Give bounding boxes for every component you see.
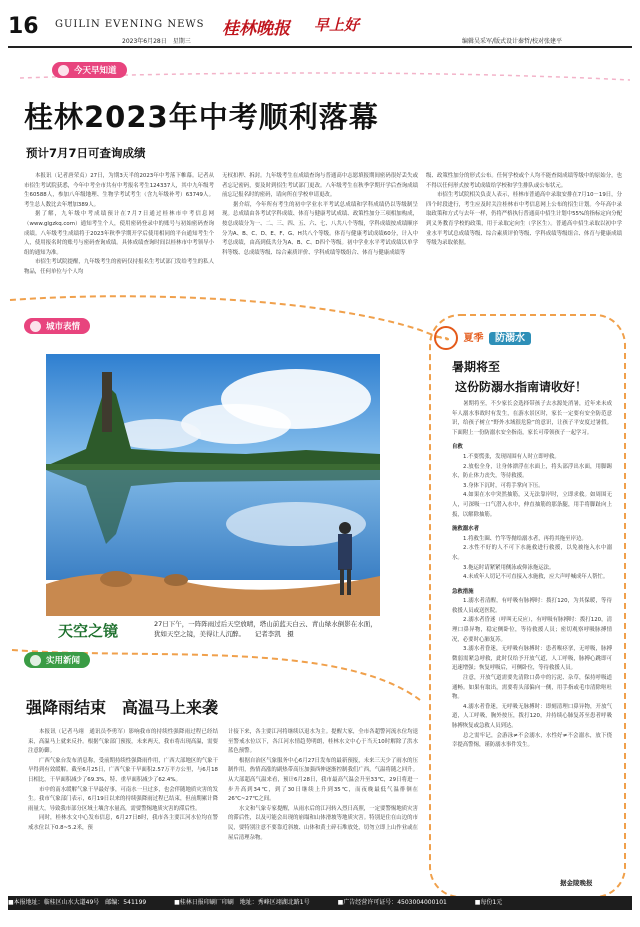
- paragraph: 广西气象台发布消息称，受前期持续性强降雨作用，广西大部地区的气象干旱得到有效缓解。截至6月25日，广西气象干旱面积2.57万平方公里，与6月18日相比，干旱面积减少了69.3%，特、重旱面积减少了62.4%。: [28, 757, 218, 783]
- paragraph: 级、政策性加分的形式公布。任何学校或个人均不能查阅成绩等级中的原始分，也不得以任何形式按考试成绩给学校和学生排队或公布状元。: [426, 173, 622, 189]
- paragraph: 据了解，九年级中考成绩预计在7月7日通过桂林市中考信息网（www.glgzkq.com）通知考生个人，使用密码登录中的账号与初始密码查询成绩。八年级考生成绩将于2023年秋季学期开学后使用相同的平台通知考生个人，使用报名时的账号与密码查询成绩。具体成绩查询时间以桂林市中考领导小组的通知为准。: [24, 211, 214, 256]
- paragraph: 同时，桂林水文中心发布信息，6月27日8时，我市各主要江河水位均在警戒水位以下0.8~5.2米，预: [28, 815, 218, 831]
- list-item: 3.溺水者昏迷，无呼吸有脉搏时：患者喉痉挛，无呼吸，脉搏微弱需紧急呼救，此时仅给予开放气道，人工呼吸，脉搏心跳即可迅速增强；恢复呼吸后，可侧卧位，等待救援人员。: [452, 646, 612, 672]
- list-item: 4.如果在水中突然抽筋，又无法靠岸时，立即求救。如周围无人，可深吸一口气潜入水中，伸直抽筋的那条腿，用手将脚趾向上扳，以解除抽筋。: [452, 492, 612, 518]
- page-number: 16: [8, 14, 39, 39]
- paper-logo: 桂林晚报: [222, 19, 290, 39]
- lake-reflection-image: [46, 354, 380, 616]
- paragraph: 根据自治区气象服务中心6月27日发布的最新预报，未来三天少了雨水的压制作用，热情高涨的副热带高压加强西伸逐渐控制我们广西，气温将随之回升。从大部超高气温来看，预计6月28日，我市最高气温会升至33℃，29日将进一步升高到34℃，到了30日继续上升到35℃，而夜晚最低气温徘徊在26℃~27℃之间。: [228, 757, 418, 803]
- article2-col2: [228, 728, 418, 894]
- paragraph: 市招生考试院相关负责人表示，桂林市普通高中录取安排在7月10－19日，分四个时段进行，考生应及时关注桂林市中考信息网上公布的招生计划。今年高中录取政策和方式与去年一样，仍将严格执行普通高中招生计划中55%的指标定向分配到义务教育学校的政策，用于录取定向生（学区生）。普通高中招生录取以初中学业水平考试总成绩等级、综合素质评价等级、学科成绩等级组合、体育与健康成绩等级为录取依据。: [426, 192, 622, 247]
- tag-city-label: 城市表情: [46, 322, 81, 332]
- section-rescue: 施救溺水者: [452, 526, 479, 533]
- drowning-badge-label: 防溺水: [489, 332, 531, 345]
- list-item: 1.溺水者清醒，有呼吸有脉搏时：拨打120，为其保暖，等待救援人员或送医院。: [452, 598, 612, 614]
- list-item: 2.放松全身，让身体漂浮在水面上，将头部浮出水面，用脚踢水，防止体力丧失，等待救援。: [452, 463, 612, 480]
- list-item: 注意，开放气道需要先清除口鼻中的污泥、杂草，保持呼吸道通畅。如果有取出，需要将头部偏向一侧，用手指或毛巾清除呕吐物。: [452, 675, 612, 701]
- page-footer: [8, 896, 632, 910]
- article1-col3: [426, 172, 622, 307]
- paragraph: 暑期将至，不少家长会选择带孩子去水源处消暑，近年来未成年人溺水事故时有发生，在游水景区时，家长一定要有安全防范意识，给孩子树立“野外水域很危险”的意识，让孩子平安度过暑假。下面附上一份防溺水安全指南，家长可带领孩子一起学习。: [452, 401, 612, 436]
- subheadline: 预计7月7日可查询成绩: [26, 146, 146, 160]
- summer-sun-icon: [434, 326, 458, 350]
- editor-credits: 编辑吴采军/版式设计秦哲/校对张建平: [462, 38, 563, 45]
- paragraph: 计接下来，各主要江河将继续以退水为主。提醒大家，全市各超警河流水位均退至警戒水位以下，各江河水情趋势明朗，桂林水文中心于当天10时解除了洪水蓝色预警。: [228, 729, 418, 755]
- tag-practical-label: 实用新闻: [46, 656, 81, 666]
- issue-date: 2023年6月28日 星期三: [122, 38, 191, 45]
- paragraph: 市招生考试院提醒，九年级考生的密码仅持报名生考试部门发给考生的私人物品，任何单位与个人均: [24, 259, 214, 275]
- list-item: 3.身体下沉时，可将手掌向下压。: [463, 482, 544, 489]
- photo-caption: 27日下午，一阵阵雨过后天空放晴，塔山前蓝天白云、青山绿水倒影在水面，犹如天空之镜，美得让人沉醉。 记者李凯 摄: [154, 620, 377, 638]
- list-item: 1.不要慌张，发现周围有人时立即呼救。: [463, 453, 560, 460]
- headline: 桂林2023年中考顺利落幕: [24, 100, 379, 134]
- footer-license: ■广告经营许可证号：4503004000101: [337, 899, 447, 906]
- list-item: 3.拖运时请紧紧用侧泳或仰泳拖运法。: [463, 564, 555, 571]
- article1-col2: [222, 172, 418, 307]
- article2-col1: [28, 728, 218, 894]
- paragraph: 本报讯（记者马翊 通讯员李勇军）影响我市的持续性强降雨过程已经结束，高温马上就来反扑。根据气象部门预报，未来两天，我市将出现高温，需要注意防御。: [28, 729, 218, 755]
- tag-dot-icon: [30, 321, 41, 332]
- section-emergency: 急救措施: [452, 588, 474, 595]
- list-item: 2.水性不好的人不可下水施救进行救援，以免被拖入水中溺水。: [452, 545, 612, 561]
- footer-price: ■每份1元: [474, 899, 503, 906]
- summer-box-body: [452, 400, 612, 872]
- photo-title: 天空之镜: [58, 622, 119, 640]
- footer-address: ■本报地址：临桂区山水大道49号 邮编：541199: [8, 899, 147, 906]
- page-header: [0, 0, 640, 46]
- paragraph: 无权扣押、拆封。九年级考生在成绩查询与普通高中志愿填报期间密码很好丢失或者忘记密码，要及时到招生考试部门更改。八年级考生在秋季学期开学后查询成绩前忘记报名时的密码，请向所在学校申请更改。: [222, 173, 418, 199]
- tag-city: [24, 318, 90, 334]
- tag-practical-news: [24, 652, 90, 668]
- tag-today: [52, 62, 127, 78]
- summer-badge-label: 夏季: [463, 333, 484, 344]
- paragraph: 市中的南水缓解气象干旱最好事，可南水一旦过多，也会伴随地质灾害的发生。我市气象部门表示，6月19日以来的持续强降雨过程已结束，但前期累计降雨量大，导致我市部分区域土壤含水量高，需要警惕地质灾害的滞后性。: [28, 786, 218, 812]
- box-title-line1: 暑期将至: [452, 360, 501, 374]
- landscape-photo: [46, 354, 380, 616]
- list-item: 总之需牢记，会游泳≠不会溺水，水性好≠不会溺水，放下侥幸提高警惕，谨防溺水事件发生。: [452, 732, 612, 749]
- list-item: 4.溺水者昏迷，无呼吸无脉搏时：即刻清理口鼻异物，开放气道，人工呼吸，胸外按压，拨打120，并持续心肺复苏至患者呼吸脉搏恢复或急救人员到达。: [452, 703, 612, 729]
- tag-dot-icon: [58, 65, 69, 76]
- box-source: 据金陵晚报: [560, 879, 593, 887]
- list-item: 2.溺水者昏迷（呼叫无反应），有呼吸有脉搏时：拨打120，清理口鼻异物，稳定侧卧位，等待救援人员；密切观察呼吸脉搏情况，必要时心肺复苏。: [452, 617, 612, 643]
- paragraph: 本报讯（记者唐荣贞）27日，为期3天半的2023年中考落下帷幕。记者从市招生考试院获悉，今年中考全市共有中考报名考生124337人，其中九年级考生60588人，参加八年级地理、生物学考试考生（含九年级补考）63749人。考生总人数比去年增加389人。: [24, 173, 214, 208]
- list-item: 4.未成年人切记不可直接入水施救，应大声呼喊成年人帮忙。: [463, 574, 609, 581]
- paragraph: 水文和气象专家提醒，从雨水后的江河转入烈日高照，一定要警惕地质灾害的滞后性，以及可能会出现的崩塌和山体滑坡等地质灾害。特别是住在山边的市民，要特别注意不要靠近斜坡、山体和黄土碎石堆放处，切勿立即上山作业或在屋后清理杂物。: [228, 805, 418, 841]
- article2-headline: 强降雨结束 高温马上来袭: [26, 698, 219, 717]
- list-item: 1.将救生圈、竹竿等抛给溺水者，再将其拖至岸边。: [463, 535, 587, 542]
- footer-printer: ■桂林日报印刷厂印刷 地址：秀峰区翊湖北路1号: [174, 899, 310, 906]
- tag-today-label: 今天早知道: [74, 66, 117, 76]
- article1-col1: [24, 172, 214, 307]
- section-self-rescue: 自救: [452, 444, 463, 451]
- header-divider: [8, 46, 632, 48]
- edition-name: 早上好: [314, 16, 360, 34]
- paragraph: 据介绍，今年所有考生的初中学业水平考试总成绩和学科成绩仍以等级制呈现。总成绩由各考试学科成绩、体育与健康考试成绩、政策性加分三项相加构成，按总成绩分为一、二、三、四、五、六、七、八共八个等级，学科成绩按成绩顺序分为A、B、C、D、E、F、G、H共八个等级。体育与健康考试成绩60分，计入中考总成绩，由高到低共分为A、B、C、D四个等级。初中学业水平考试成绩以单学科等级、总成绩等级、综合素质评价、学科成绩等级组合、体育与健康成绩等: [222, 201, 418, 256]
- summer-badge: [434, 326, 531, 350]
- box-title-line2: 这份防溺水指南请收好！: [455, 380, 588, 394]
- paper-name-en: GUILIN EVENING NEWS: [55, 19, 205, 30]
- tag-dot-icon: [30, 655, 41, 666]
